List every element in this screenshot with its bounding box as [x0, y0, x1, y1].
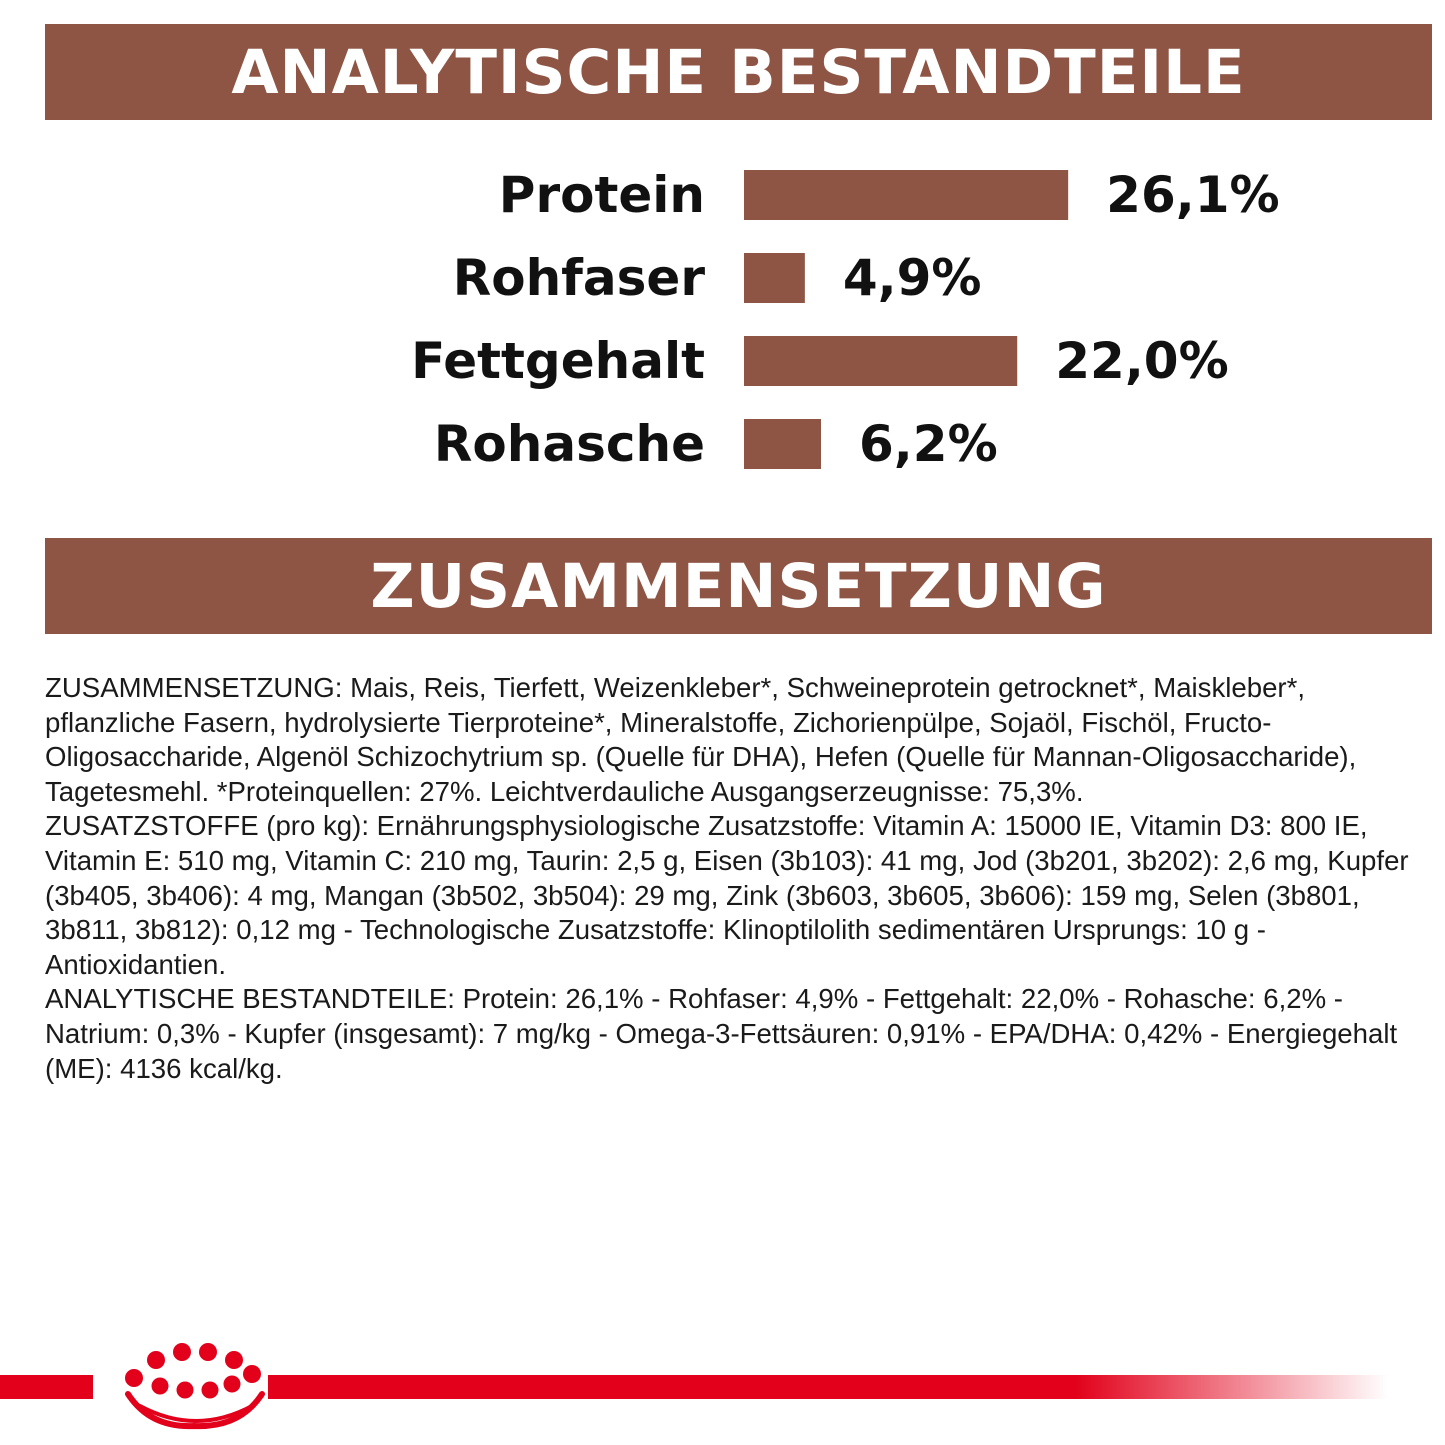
composition-heading: ZUSAMMENSETZUNG	[370, 550, 1107, 622]
value-label: 6,2%	[859, 415, 998, 473]
analysis-banner	[45, 24, 1432, 120]
bar	[744, 253, 805, 303]
category-label: Protein	[498, 166, 705, 224]
value-label: 4,9%	[842, 249, 982, 307]
bar	[744, 336, 1017, 386]
category-label: Rohfaser	[452, 249, 705, 307]
composition-text-block	[45, 671, 1435, 1086]
additives-paragraph: ZUSATZSTOFFE (pro kg): Ernährungsphysiologische Zusatzstoffe: Vitamin A: 15000 IE, Vitamin D3: 800 IE, Vitamin E: 510 mg, Vitamin C: 210 mg, Taurin: 2,5 g, Eisen (3b103): 41 mg, Jod (3b201, 3b202): 2,6 mg, Kupfer (3b405, 3b406): 4 mg, Mangan (3b502, 3b504): 29 mg, Zink (3b603, 3b605, 3b606): 159 mg, Selen (3b801, 3b811, 3b812): 0,12 mg - Technologische Zusatzstoffe: Klinoptilolith sedimentären Ursprungs: 10 g - Antioxidantien.	[45, 810, 1409, 980]
analysis-heading: ANALYTISCHE BESTANDTEILE	[231, 36, 1246, 108]
nutrient-bar-chart	[0, 150, 1445, 510]
composition-paragraph: ZUSAMMENSETZUNG: Mais, Reis, Tierfett, Weizenkleber*, Schweineprotein getrocknet*, Maiskleber*, pflanzliche Fasern, hydrolysierte Tierproteine*, Mineralstoffe, Zichorienpülpe, Sojaöl, Fischöl, Fructo-Oligosaccharide, Algenöl Schizochytrium sp. (Quelle für DHA), Hefen (Quelle für Mannan-Oligosaccharide), Tagetesmehl. *Proteinquellen: 27%. Leichtverdauliche Ausgangserzeugnisse: 75,3%.	[45, 672, 1357, 807]
category-label: Fettgehalt	[411, 332, 705, 390]
value-label: 26,1%	[1106, 166, 1280, 224]
stripe-left	[0, 1375, 93, 1399]
composition-banner	[45, 538, 1432, 634]
bar	[744, 170, 1068, 220]
stripe-right	[268, 1375, 1388, 1399]
bar	[744, 419, 821, 469]
footer-brand-stripe	[0, 1330, 1445, 1445]
analysis-paragraph: ANALYTISCHE BESTANDTEILE: Protein: 26,1% - Rohfaser: 4,9% - Fettgehalt: 22,0% - Rohasche: 6,2% - Natrium: 0,3% - Kupfer (insgesamt): 7 mg/kg - Omega-3-Fettsäuren: 0,91% - EPA/DHA: 0,42% - Energiegehalt (ME): 4136 kcal/kg.	[45, 983, 1398, 1084]
crown-logo-icon	[125, 1343, 262, 1426]
category-label: Rohasche	[433, 415, 705, 473]
value-label: 22,0%	[1055, 332, 1229, 390]
